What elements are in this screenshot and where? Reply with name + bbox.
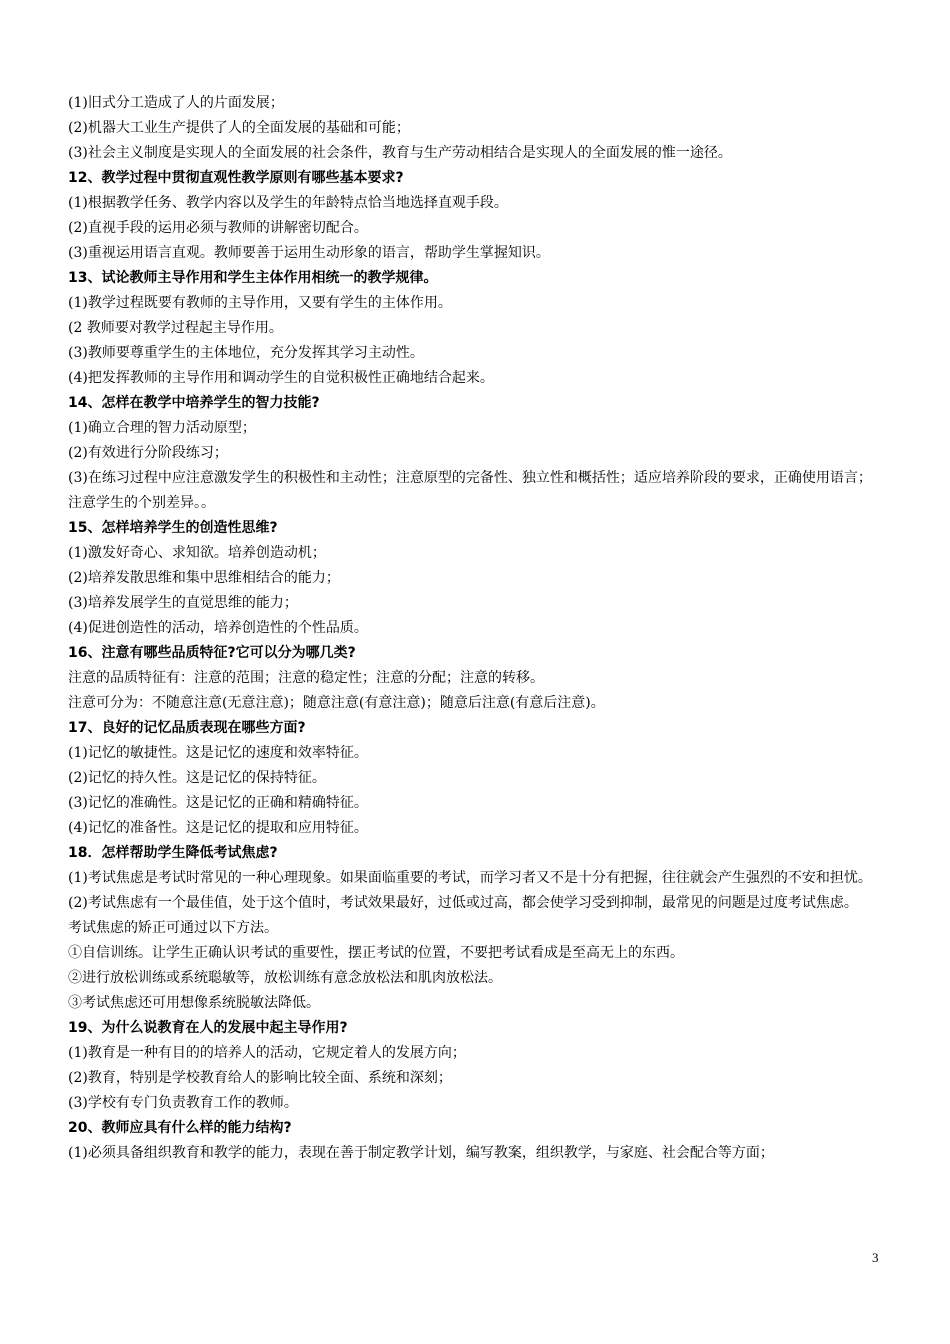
paragraph-line: (1)激发好奇心、求知欲。培养创造动机；: [68, 545, 326, 561]
paragraph-line: (4)促进创造性的活动，培养创造性的个性品质。: [68, 620, 368, 636]
paragraph-line: ③考试焦虑还可用想像系统脱敏法降低。: [68, 995, 320, 1011]
question-heading: 20、教师应具有什么样的能力结构?: [68, 1120, 292, 1136]
paragraph-line: (2)考试焦虑有一个最佳值，处于这个值时，考试效果最好，过低或过高，都会使学习受到抑制，最常见的问题是过度考试焦虑。: [68, 895, 858, 911]
question-heading: 19、为什么说教育在人的发展中起主导作用?: [68, 1020, 348, 1036]
question-heading: 14、怎样在教学中培养学生的智力技能?: [68, 395, 320, 411]
paragraph-line: (3)学校有专门负责教育工作的教师。: [68, 1095, 298, 1111]
paragraph-line: (2)教育，特别是学校教育给人的影响比较全面、系统和深刻；: [68, 1070, 452, 1086]
paragraph-line: (2)机器大工业生产提供了人的全面发展的基础和可能；: [68, 120, 410, 136]
paragraph-line: (3)重视运用语言直观。教师要善于运用生动形象的语言，帮助学生掌握知识。: [68, 245, 550, 261]
paragraph-line: (4)记忆的准备性。这是记忆的提取和应用特征。: [68, 820, 368, 836]
paragraph-line: (3)教师要尊重学生的主体地位，充分发挥其学习主动性。: [68, 345, 424, 361]
paragraph-line: (1)旧式分工造成了人的片面发展；: [68, 95, 284, 111]
question-heading: 13、试论教师主导作用和学生主体作用相统一的教学规律。: [68, 270, 438, 286]
paragraph-line: ②进行放松训练或系统聪敏等，放松训练有意念放松法和肌肉放松法。: [68, 970, 502, 986]
paragraph-line: (1)教育是一种有目的的培养人的活动，它规定着人的发展方向；: [68, 1045, 466, 1061]
paragraph-line: (1)根据教学任务、教学内容以及学生的年龄特点恰当地选择直观手段。: [68, 195, 508, 211]
paragraph-line: (3)记忆的准确性。这是记忆的正确和精确特征。: [68, 795, 368, 811]
paragraph-line: (2)直视手段的运用必须与教师的讲解密切配合。: [68, 220, 368, 236]
paragraph-line: 考试焦虑的矫正可通过以下方法。: [68, 920, 278, 936]
paragraph-line: 注意可分为：不随意注意(无意注意)；随意注意(有意注意)；随意后注意(有意后注意)。: [68, 695, 605, 711]
paragraph-line: (3)在练习过程中应注意激发学生的积极性和主动性；注意原型的完备性、独立性和概括性；适应培养阶段的要求，正确使用语言；注意学生的个别差异。。: [68, 470, 872, 511]
paragraph-line: (1)确立合理的智力活动原型；: [68, 420, 256, 436]
paragraph-line: (3)社会主义制度是实现人的全面发展的社会条件，教育与生产劳动相结合是实现人的全面发展的惟一途径。: [68, 145, 732, 161]
document-body: [68, 91, 884, 1166]
question-heading: 15、怎样培养学生的创造性思维?: [68, 520, 278, 536]
paragraph-line: (2)记忆的持久性。这是记忆的保持特征。: [68, 770, 326, 786]
paragraph-line: (2)培养发散思维和集中思维相结合的能力；: [68, 570, 340, 586]
paragraph-line: (2)有效进行分阶段练习；: [68, 445, 228, 461]
paragraph-line: (1)必须具备组织教育和教学的能力，表现在善于制定教学计划，编写教案，组织教学，与家庭、社会配合等方面；: [68, 1145, 774, 1161]
paragraph-line: (2 教师要对教学过程起主导作用。: [68, 320, 283, 336]
paragraph-line: 注意的品质特征有：注意的范围；注意的稳定性；注意的分配；注意的转移。: [68, 670, 544, 686]
paragraph-line: (4)把发挥教师的主导作用和调动学生的自觉积极性正确地结合起来。: [68, 370, 494, 386]
page-number: 3: [872, 1250, 879, 1265]
paragraph-line: (1)教学过程既要有教师的主导作用，又要有学生的主体作用。: [68, 295, 452, 311]
paragraph-line: (1)考试焦虑是考试时常见的一种心理现象。如果面临重要的考试，而学习者又不是十分有把握，往往就会产生强烈的不安和担忧。: [68, 870, 872, 886]
question-heading: 12、教学过程中贯彻直观性教学原则有哪些基本要求?: [68, 170, 404, 186]
question-heading: 16、注意有哪些品质特征?它可以分为哪几类?: [68, 645, 356, 661]
question-heading: 18．怎样帮助学生降低考试焦虑?: [68, 845, 278, 861]
paragraph-line: (1)记忆的敏捷性。这是记忆的速度和效率特征。: [68, 745, 368, 761]
paragraph-line: ①自信训练。让学生正确认识考试的重要性，摆正考试的位置，不要把考试看成是至高无上的东西。: [68, 945, 684, 961]
question-heading: 17、良好的记忆品质表现在哪些方面?: [68, 720, 306, 736]
paragraph-line: (3)培养发展学生的直觉思维的能力；: [68, 595, 298, 611]
